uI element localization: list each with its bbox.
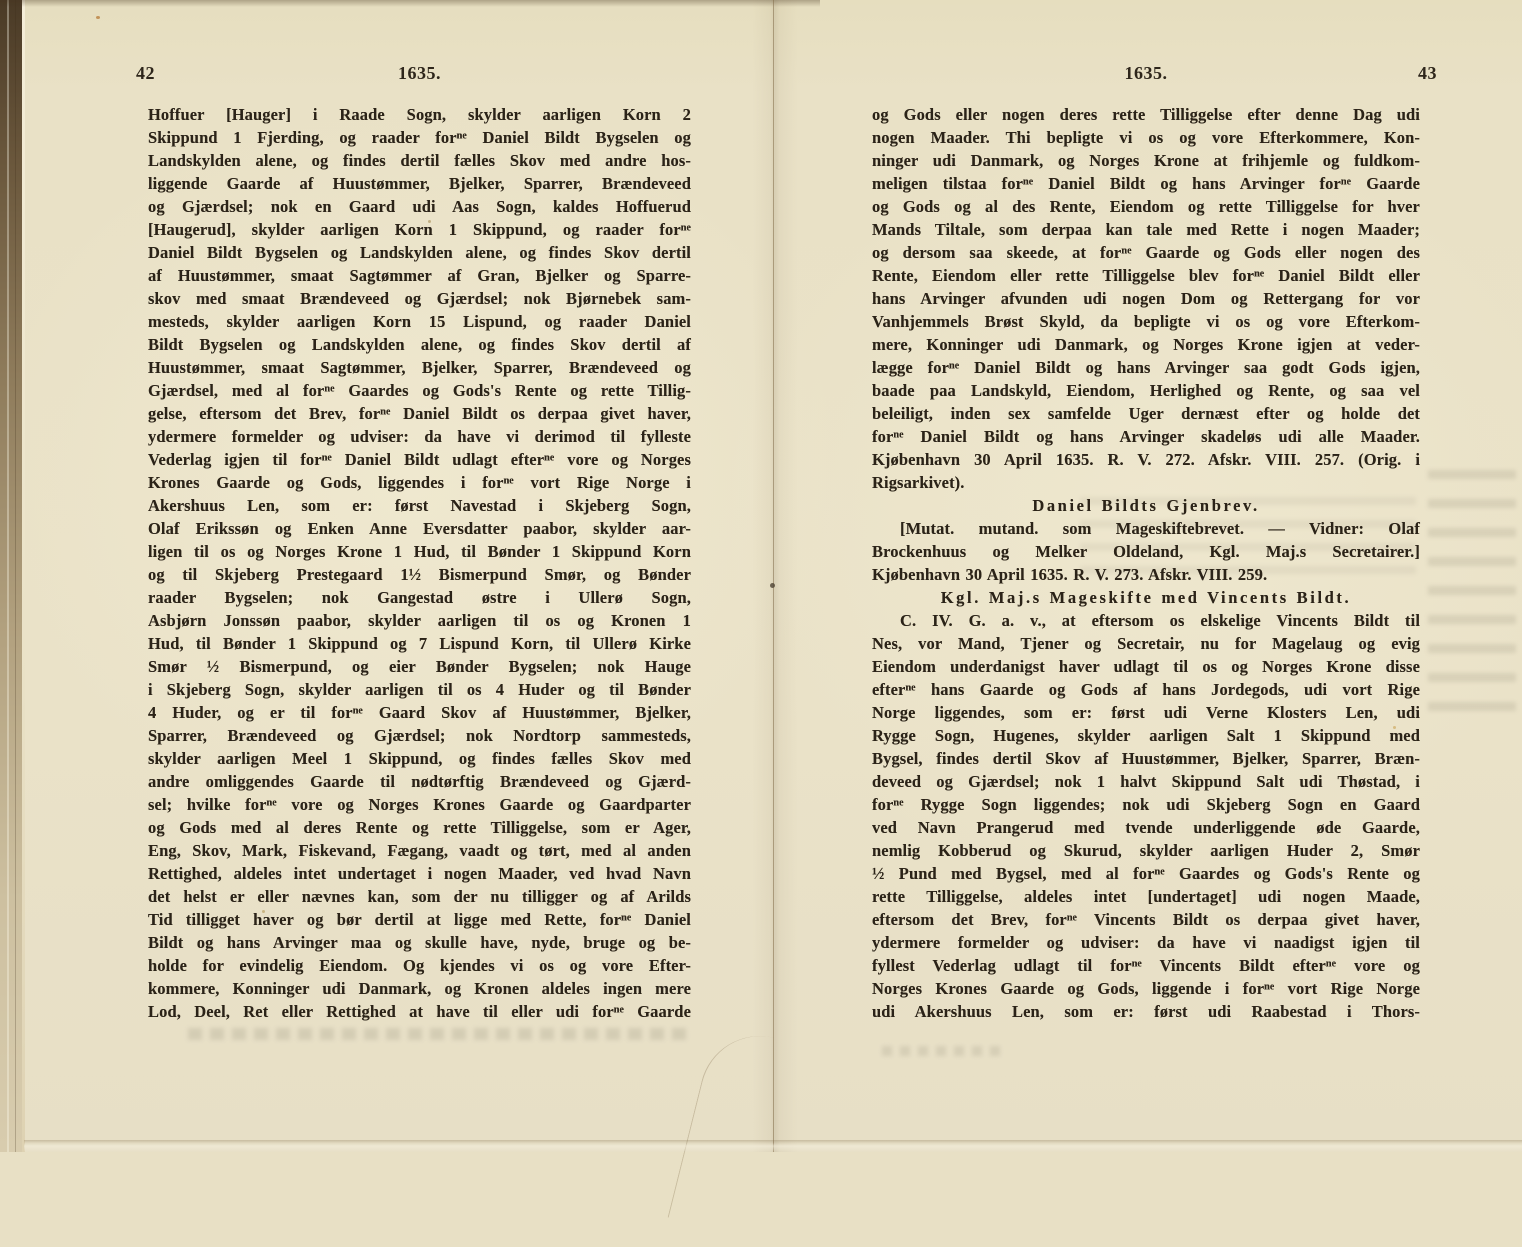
text-line: Kgl. Maj.s Mageskifte med Vincents Bildt.	[940, 588, 1352, 607]
text-line: Gjærdsel, med al forⁿᵉ Gaardes og Gods's Rente og rette Tillig-	[148, 381, 691, 400]
text-line: Vanhjemmels Brøst Skyld, da bepligte vi os og vore Efterkom-	[872, 312, 1420, 331]
text-line: Huustømmer, smaat Sagtømmer, Bjelker, Sparrer, Brændeveed og	[148, 358, 691, 377]
text-line: [Mutat. mutand. som Mageskiftebrevet. — Vidner: Olaf	[900, 519, 1420, 538]
text-line: ydermere formelder og udviser: da have vi derimod til fylleste	[148, 427, 691, 446]
text-line: Norge liggendes, som er: først udi Verne Klosters Len, udi	[872, 703, 1420, 722]
text-line: Sparrer, Brændeveed og Gjærdsel; nok Nordtorp sammesteds,	[148, 726, 691, 745]
text-line: ydermere formelder og udviser: da have vi naadigst igjen til	[872, 933, 1420, 952]
text-block-left	[148, 103, 691, 1023]
page-number-right: 43	[1418, 63, 1437, 83]
text-line: og til Skjeberg Prestegaard 1½ Bismerpund Smør, og Bønder	[148, 565, 691, 584]
text-line: Akershuus Len, som er: først Navestad i Skjeberg Sogn,	[148, 496, 691, 515]
text-line: Kjøbenhavn 30 April 1635. R. V. 272. Afskr. VIII. 257. (Orig. i	[872, 450, 1420, 469]
text-line: ved Navn Prangerud med tvende underliggende øde Gaarde,	[872, 818, 1420, 837]
text-line: Landskylden alene, og findes dertil fælles Skov med andre hos-	[148, 151, 691, 170]
text-line: rette Tilliggelse, aldeles intet [undertaget] udi nogen Maade,	[872, 887, 1420, 906]
text-line: gelse, eftersom det Brev, forⁿᵉ Daniel Bildt os derpaa givet haver,	[148, 404, 691, 423]
show-through-ghost	[188, 1028, 688, 1040]
text-line: baade paa Landskyld, Eiendom, Herlighed og Rente, og saa vel	[872, 381, 1420, 400]
text-line: nogen Maader. Thi bepligte vi os og vore Efterkommere, Kon-	[872, 128, 1420, 147]
text-line: Hud, til Bønder 1 Skippund og 7 Lispund Korn, til Ullerø Kirke	[148, 634, 691, 653]
text-line: Bildt Bygselen og Landskylden alene, og findes Skov dertil af	[148, 335, 691, 354]
text-line: fyllest Vederlag udlagt til forⁿᵉ Vincents Bildt efterⁿᵉ vore og	[872, 956, 1420, 975]
top-edge-shadow	[0, 0, 820, 7]
text-line: [Haugerud], skylder aarligen Korn 1 Skippund, og raader forⁿᵉ	[148, 220, 691, 239]
text-line: mesteds, skylder aarligen Korn 15 Lispund, og raader Daniel	[148, 312, 691, 331]
book-page-stack-edge	[0, 0, 22, 1152]
text-line: ligen til os og Norges Krone 1 Hud, til Bønder 1 Skippund Korn	[148, 542, 691, 561]
text-line: Eiendom underdanigst haver udlagt til os og Norges Krone disse	[872, 657, 1420, 676]
text-line: og Gods med al deres Rente og rette Tilliggelse, som er Ager,	[148, 818, 691, 837]
text-line: nemlig Kobberud og Skurud, skylder aarligen Huder 2, Smør	[872, 841, 1420, 860]
text-line: og Gjærdsel; nok en Gaard udi Aas Sogn, kaldes Hoffuerud	[148, 197, 691, 216]
text-line: Rigsarkivet).	[872, 473, 965, 492]
text-line: Daniel Bildt Bygselen og Landskylden alene, og findes Skov dertil	[148, 243, 691, 262]
text-line: og Gods eller nogen deres rette Tilliggelse efter denne Dag udi	[872, 105, 1420, 124]
text-line: Olaf Erikssøn og Enken Anne Eversdatter paabor, skylder aar-	[148, 519, 691, 538]
text-line: Bildt og hans Arvinger maa og skulle have, nyde, bruge og be-	[148, 933, 691, 952]
text-line: ½ Pund med Bygsel, med al forⁿᵉ Gaardes og Gods's Rente og	[872, 864, 1420, 883]
text-line: af Huustømmer, smaat Sagtømmer af Gran, Bjelker og Sparre-	[148, 266, 691, 285]
text-line: Bygsel, findes dertil Skov af Huustømmer, Bjelker, Sparrer, Bræn-	[872, 749, 1420, 768]
text-line: og Gods og al des Rente, Eiendom og rette Tilliggelse for hver	[872, 197, 1420, 216]
text-line: Vederlag igjen til forⁿᵉ Daniel Bildt udlagt efterⁿᵉ vore og Norges	[148, 450, 691, 469]
text-line: holde for evindelig Eiendom. Og kjendes vi os og vore Efter-	[148, 956, 691, 975]
running-head-left: 1635.	[398, 63, 441, 83]
text-line: C. IV. G. a. v., at eftersom os elskelige Vincents Bildt til	[900, 611, 1420, 630]
text-line: sel; hvilke forⁿᵉ vore og Norges Krones Gaarde og Gaardparter	[148, 795, 691, 814]
text-line: ninger udi Danmark, og Norges Krone at frihjemle og fuldkom-	[872, 151, 1420, 170]
text-line: liggende Gaarde af Huustømmer, Bjelker, Sparrer, Brændeveed	[148, 174, 691, 193]
text-line: i Skjeberg Sogn, skylder aarligen til os 4 Huder og til Bønder	[148, 680, 691, 699]
text-line: Mands Tiltale, som derpaa kan tale med Rette i nogen Maader;	[872, 220, 1420, 239]
text-line: Lod, Deel, Ret eller Rettighed at have til eller udi forⁿᵉ Gaarde	[148, 1002, 691, 1021]
text-line: 4 Huder, og er til forⁿᵉ Gaard Skov af Huustømmer, Bjelker,	[148, 703, 691, 722]
paper-speck	[96, 16, 100, 19]
text-line: Kjøbenhavn 30 April 1635. R. V. 273. Afskr. VIII. 259.	[872, 565, 1268, 584]
text-line: Tid tilligget haver og bør dertil at ligge med Rette, forⁿᵉ Daniel	[148, 910, 691, 929]
text-line: Skippund 1 Fjerding, og raader forⁿᵉ Daniel Bildt Bygselen og	[148, 128, 691, 147]
text-line: hans Arvinger afvunden udi nogen Dom og Rettergang for vor	[872, 289, 1420, 308]
page-curl-edge	[668, 1023, 834, 1246]
page-number-left: 42	[136, 63, 155, 83]
text-line: Nes, vor Mand, Tjener og Secretair, nu for Magelaug og evig	[872, 634, 1420, 653]
text-line: Rygge Sogn, Hugenes, skylder aarligen Salt 1 Skippund med	[872, 726, 1420, 745]
text-line: lægge forⁿᵉ Daniel Bildt og hans Arvinger saa godt Gods igjen,	[872, 358, 1420, 377]
paper-edge-highlight	[22, 0, 25, 1152]
text-line: efterⁿᵉ hans Gaarde og Gods af hans Jordegods, udi vort Rige	[872, 680, 1420, 699]
show-through-ghost	[882, 1046, 1002, 1056]
text-line: kommere, Konninger udi Danmark, og Kronen aldeles ingen mere	[148, 979, 691, 998]
text-line: Eng, Skov, Mark, Fiskevand, Fægang, vaadt og tørt, med al anden	[148, 841, 691, 860]
text-line: mere, Konninger udi Danmark, og Norges Krone igjen at veder-	[872, 335, 1420, 354]
text-line: Asbjørn Jonssøn paabor, skylder aarligen til os og Kronen 1	[148, 611, 691, 630]
text-line: forⁿᵉ Daniel Bildt og hans Arvinger skadeløs udi alle Maader.	[872, 427, 1420, 446]
text-line: det helst er eller nævnes kan, som der nu tilligger og af Arilds	[148, 887, 691, 906]
text-line: skov med smaat Brændeveed og Gjærdsel; nok Bjørnebek sam-	[148, 289, 691, 308]
text-line: Krones Gaarde og Gods, liggendes i forⁿᵉ vort Rige Norge i	[148, 473, 691, 492]
running-head-right: 1635.	[1124, 63, 1168, 83]
text-line: Daniel Bildts Gjenbrev.	[1032, 496, 1260, 515]
text-line: raader Bygselen; nok Gangestad østre i Ullerø Sogn,	[148, 588, 691, 607]
text-line: og dersom saa skeede, at forⁿᵉ Gaarde og Gods eller nogen des	[872, 243, 1420, 262]
gutter-shading	[752, 0, 798, 1152]
text-line: beleiligt, inden sex samfelde Uger dernæst efter og holde det	[872, 404, 1420, 423]
show-through-ghost	[1428, 470, 1516, 720]
text-line: Brockenhuus og Melker Oldeland, Kgl. Maj.s Secretairer.]	[872, 542, 1420, 561]
text-line: Rente, Eiendom eller rette Tilliggelse blev forⁿᵉ Daniel Bildt eller	[872, 266, 1420, 285]
gutter-speck	[770, 583, 775, 588]
text-block-right	[872, 103, 1420, 1023]
text-line: Smør ½ Bismerpund, og eier Bønder Bygselen; nok Hauge	[148, 657, 691, 676]
text-line: udi Akershuus Len, som er: først udi Raabestad i Thors-	[872, 1002, 1420, 1021]
text-line: Rettighed, aldeles intet undertaget i nogen Maader, ved hvad Navn	[148, 864, 691, 883]
gutter-crease	[773, 0, 774, 1152]
text-line: andre omliggendes Gaarde til nødtørftig Brændeveed og Gjærd-	[148, 772, 691, 791]
text-line: skylder aarligen Meel 1 Skippund, og findes fælles Skov med	[148, 749, 691, 768]
text-line: eftersom det Brev, forⁿᵉ Vincents Bildt os derpaa givet haver,	[872, 910, 1420, 929]
bottom-page-edge	[24, 1140, 1522, 1152]
text-line: Norges Krones Gaarde og Gods, liggende i forⁿᵉ vort Rige Norge	[872, 979, 1420, 998]
text-line: meligen tilstaa forⁿᵉ Daniel Bildt og hans Arvinger forⁿᵉ Gaarde	[872, 174, 1420, 193]
text-line: forⁿᵉ Rygge Sogn liggendes; nok udi Skjeberg Sogn en Gaard	[872, 795, 1420, 814]
text-line: deveed og Gjærdsel; nok 1 halvt Skippund Salt udi Thøstad, i	[872, 772, 1420, 791]
text-line: Hoffuer [Hauger] i Raade Sogn, skylder aarligen Korn 2	[148, 105, 691, 124]
